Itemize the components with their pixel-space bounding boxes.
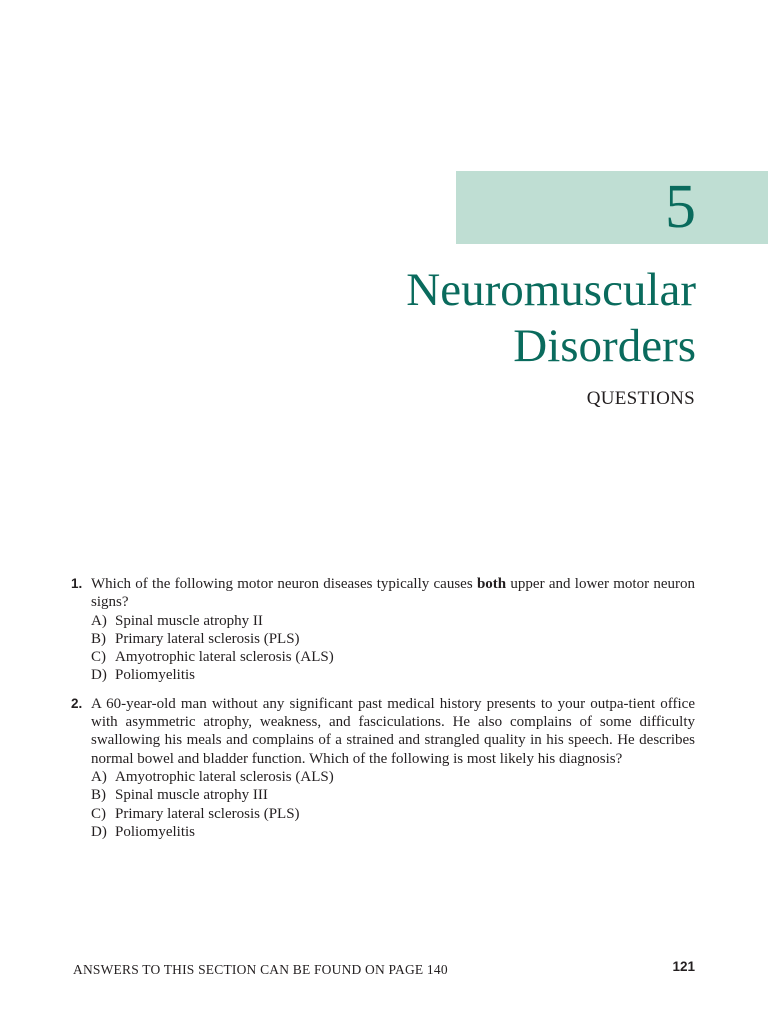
- question-number: 1.: [71, 576, 83, 591]
- question-stem: [91, 575, 695, 612]
- answer-option-c: [91, 648, 695, 666]
- chapter-number-band: [456, 171, 768, 244]
- option-letter: C): [91, 649, 106, 666]
- answer-option-a: [91, 768, 695, 786]
- option-letter: B): [91, 787, 106, 804]
- option-text: Spinal muscle atrophy III: [115, 787, 268, 804]
- question-emphasis: both: [476, 576, 507, 592]
- option-text: Primary lateral sclerosis (PLS): [115, 630, 300, 647]
- option-text: Amyotrophic lateral sclerosis (ALS): [115, 649, 334, 666]
- answer-options: [91, 612, 695, 685]
- chapter-title-line2: Disorders: [513, 320, 696, 372]
- option-letter: B): [91, 630, 106, 647]
- page-number: 121: [672, 959, 695, 974]
- chapter-number: 5: [665, 173, 696, 241]
- answer-options: [91, 768, 695, 841]
- option-letter: A): [91, 768, 107, 785]
- chapter-title-line1: Neuromuscular: [406, 264, 696, 316]
- chapter-title: [406, 262, 696, 374]
- answer-option-d: [91, 823, 695, 841]
- option-letter: D): [91, 667, 107, 684]
- answer-option-a: [91, 612, 695, 630]
- answer-option-d: [91, 666, 695, 684]
- question-1: [71, 575, 695, 685]
- question-stem: A 60-year-old man without any significant past medical history presents to your outpa-tient office with asymmetric atrophy, weakness, and fasciculations. He also complains of some difficulty swallowing his meals and complains of a strained and strangled quality in his speech. He describes normal bowel and bladder function. Which of the following is most likely his diagnosis?: [91, 695, 695, 767]
- question-list: [71, 575, 695, 851]
- option-text: Spinal muscle atrophy II: [115, 612, 263, 629]
- option-text: Poliomyelitis: [115, 823, 196, 840]
- answers-location-note: ANSWERS TO THIS SECTION CAN BE FOUND ON PAGE 140: [73, 962, 448, 977]
- option-text: Primary lateral sclerosis (PLS): [115, 805, 300, 822]
- answer-option-b: [91, 786, 695, 804]
- question-2: [71, 695, 695, 841]
- option-letter: D): [91, 823, 107, 840]
- question-stem-text: Which of the following motor neuron diseases typically causes: [91, 576, 477, 592]
- answer-option-b: [91, 630, 695, 648]
- option-text: Amyotrophic lateral sclerosis (ALS): [115, 768, 334, 785]
- section-label: QUESTIONS: [586, 388, 695, 409]
- question-stem-text: upper and lower motor neuron signs?: [91, 576, 695, 611]
- option-letter: A): [91, 612, 107, 629]
- option-letter: C): [91, 805, 106, 822]
- option-text: Poliomyelitis: [115, 667, 196, 684]
- answer-option-c: [91, 805, 695, 823]
- question-number: 2.: [71, 695, 83, 711]
